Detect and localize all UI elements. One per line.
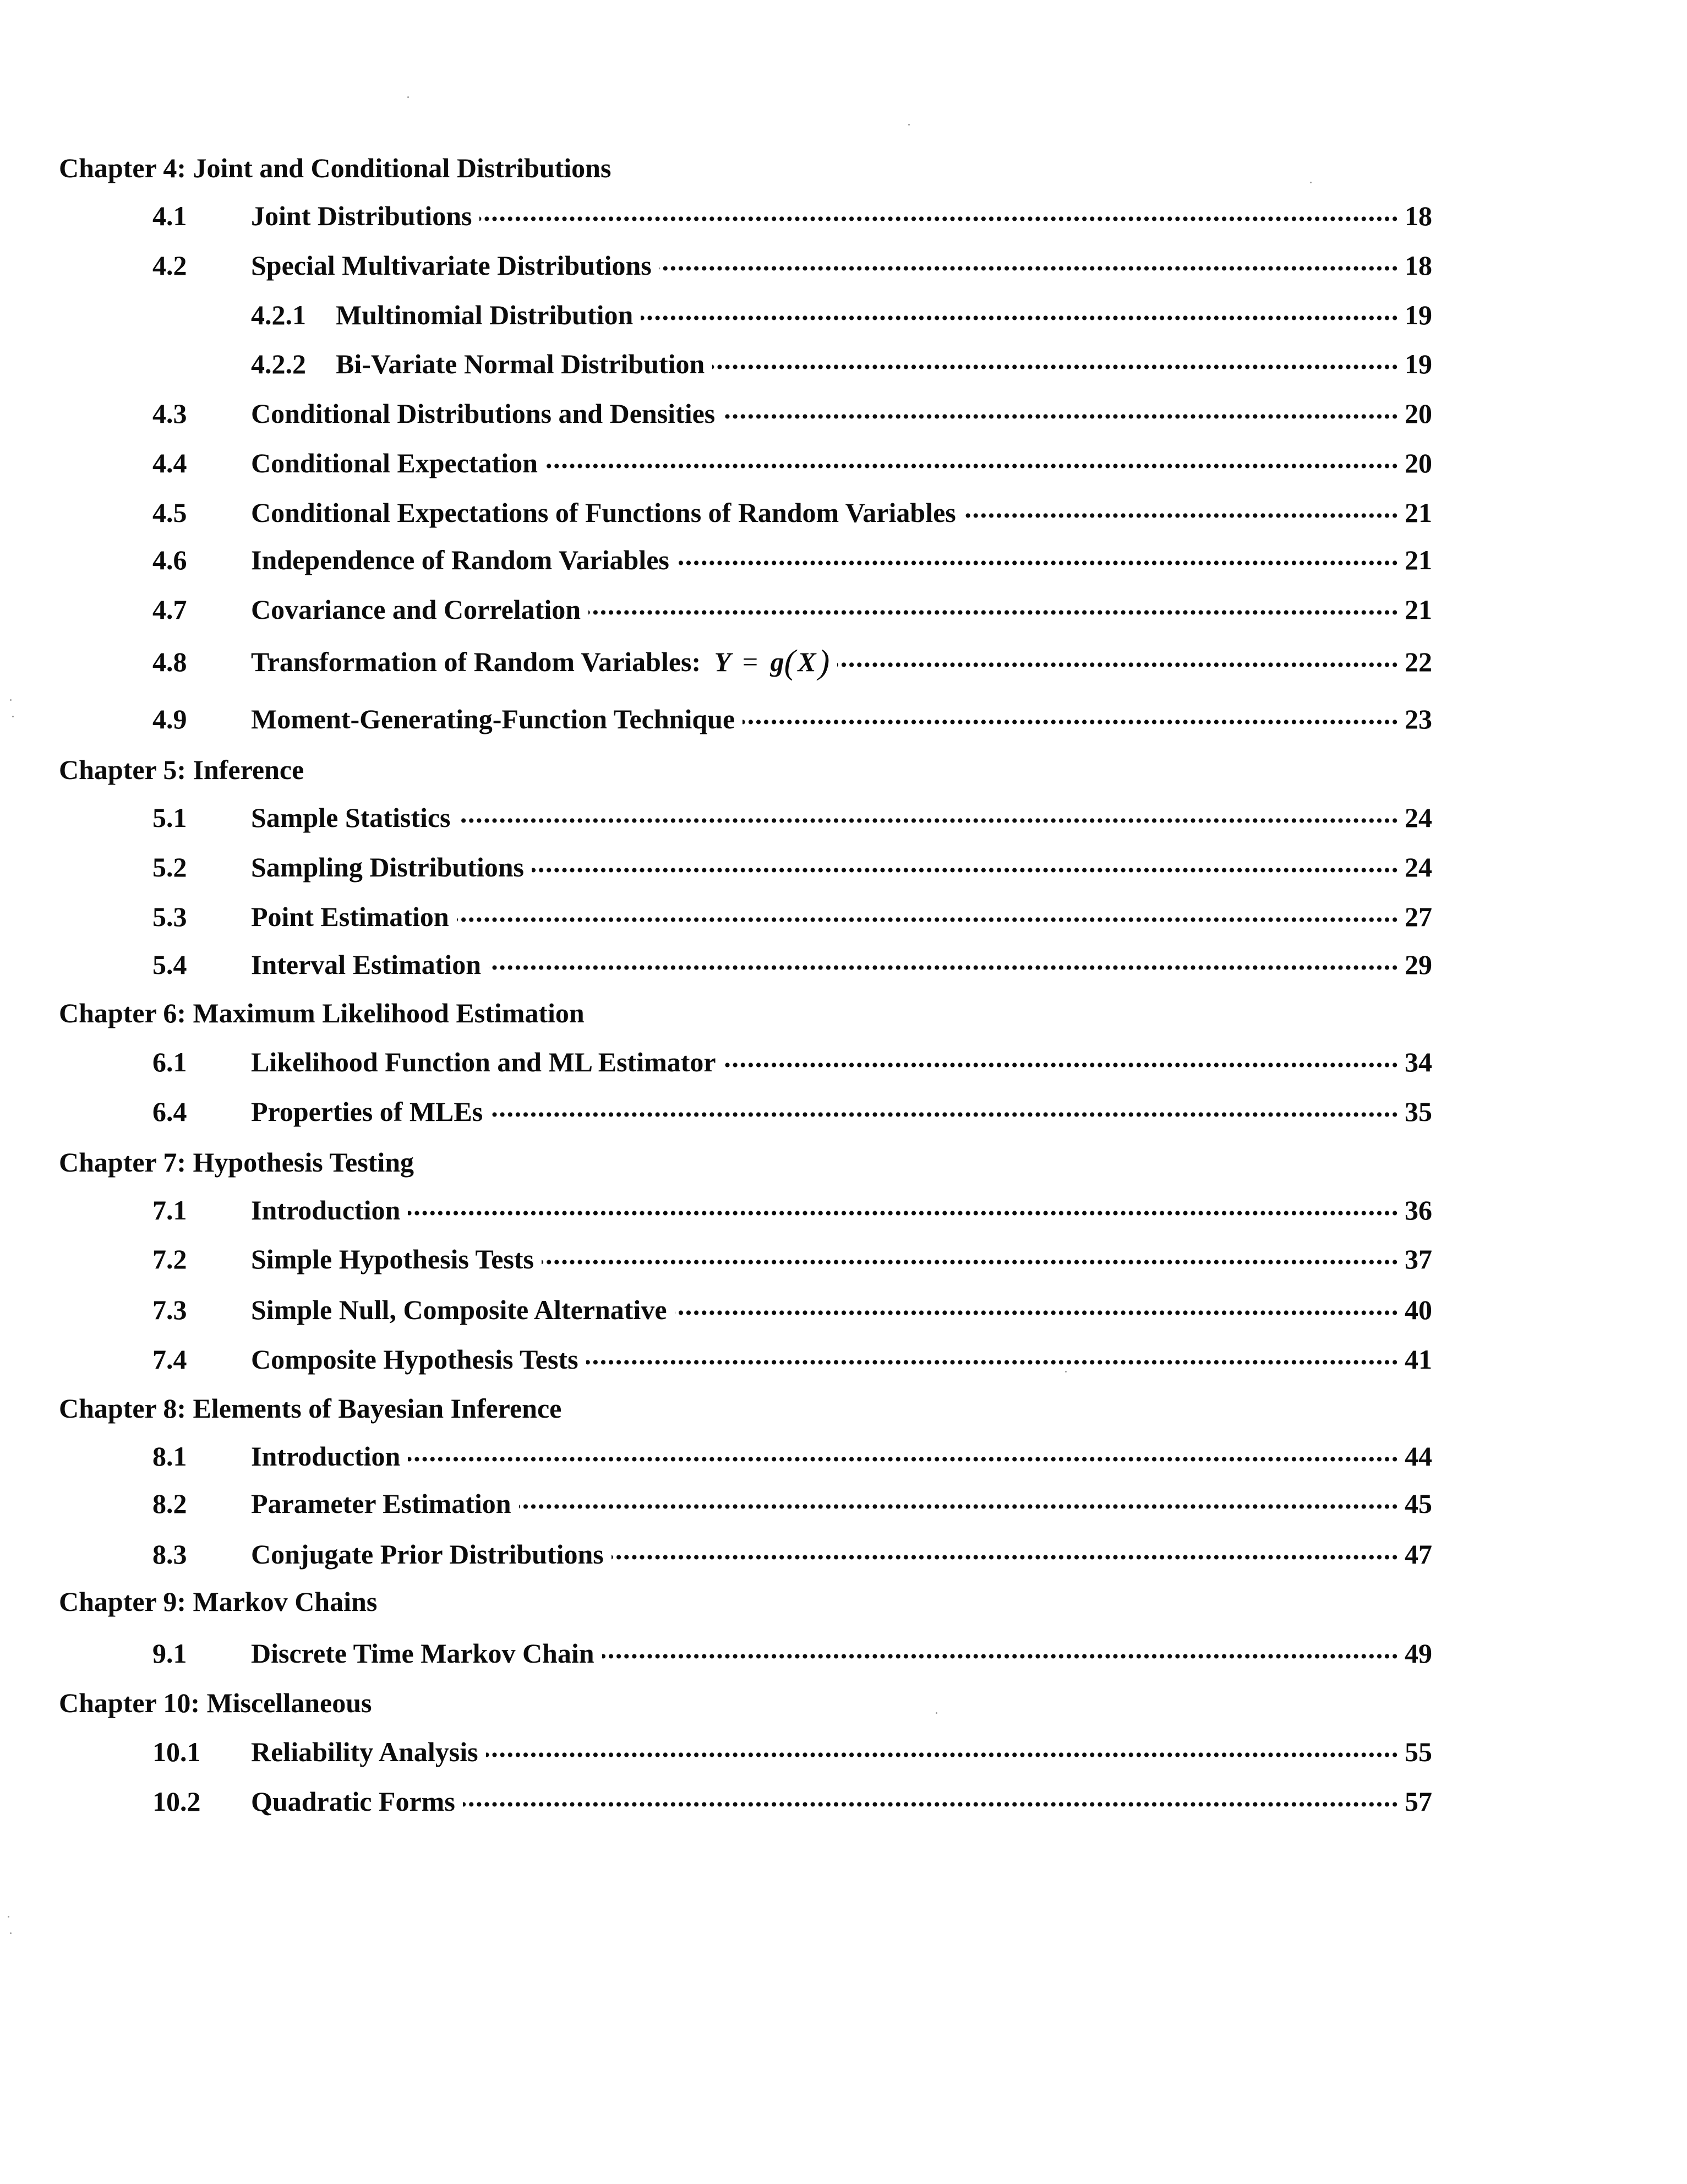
toc-entry[interactable] (0, 1048, 1687, 1087)
toc-entry[interactable] (0, 499, 1687, 537)
toc-entry[interactable] (0, 1098, 1687, 1136)
page-number[interactable]: 22 (1405, 646, 1432, 677)
section-number: 4.1 (152, 200, 187, 231)
toc-entry[interactable] (0, 951, 1687, 989)
page-number[interactable]: 21 (1405, 594, 1432, 625)
page-number[interactable]: 20 (1405, 398, 1432, 429)
chapter-heading (0, 756, 1687, 794)
section-title[interactable]: Parameter Estimation (251, 1488, 511, 1519)
dot-leader (545, 445, 1399, 472)
scan-speck (10, 1932, 12, 1934)
section-number: 5.2 (152, 852, 187, 883)
page-number[interactable]: 36 (1405, 1195, 1432, 1226)
section-number: 8.3 (152, 1539, 187, 1570)
section-number: 7.3 (152, 1294, 187, 1325)
chapter-heading (0, 1148, 1687, 1187)
section-number: 4.2 (152, 250, 187, 281)
dot-leader (675, 1292, 1399, 1319)
section-title[interactable]: Discrete Time Markov Chain (251, 1638, 594, 1669)
page-number[interactable]: 20 (1405, 448, 1432, 478)
section-number: 9.1 (152, 1638, 187, 1669)
section-number: 6.4 (152, 1096, 187, 1127)
dot-leader (489, 946, 1399, 974)
page-number[interactable]: 47 (1405, 1539, 1432, 1570)
page-number[interactable]: 35 (1405, 1096, 1432, 1127)
page-number[interactable]: 18 (1405, 250, 1432, 281)
dot-leader (602, 1635, 1399, 1663)
section-title-text: Transformation of Random Variables: (251, 646, 701, 677)
toc-entry[interactable] (0, 1196, 1687, 1235)
section-number: 4.9 (152, 704, 187, 734)
chapter-heading (0, 1395, 1687, 1433)
section-title[interactable]: Conditional Expectation (251, 448, 538, 478)
dot-leader (408, 1438, 1399, 1466)
section-title[interactable]: Introduction (251, 1441, 401, 1472)
chapter-heading (0, 1689, 1687, 1728)
section-title[interactable] (251, 644, 837, 681)
page-number[interactable]: 41 (1405, 1344, 1432, 1375)
section-title[interactable]: Conditional Expectations of Functions of Random Variables (251, 497, 956, 528)
chapter-title: Chapter 7: Hypothesis Testing (59, 1147, 414, 1178)
section-number: 8.1 (152, 1441, 187, 1472)
chapter-title: Chapter 10: Miscellaneous (59, 1687, 372, 1718)
dot-leader (712, 346, 1399, 373)
toc-entry[interactable] (0, 705, 1687, 744)
section-number: 7.4 (152, 1344, 187, 1375)
chapter-heading (0, 999, 1687, 1038)
section-number: 7.2 (152, 1244, 187, 1275)
page-number[interactable]: 24 (1405, 852, 1432, 883)
dot-leader (479, 198, 1399, 225)
toc-entry[interactable] (0, 1540, 1687, 1579)
section-title[interactable]: Quadratic Forms (251, 1786, 455, 1817)
dot-leader (659, 247, 1399, 275)
dot-leader (724, 1044, 1399, 1071)
scan-speck (908, 124, 910, 126)
formula-arg: X (798, 646, 816, 677)
dot-leader (463, 1783, 1399, 1811)
formula-equals: = (742, 646, 758, 677)
dot-leader (588, 591, 1399, 619)
toc-entry[interactable] (0, 644, 1687, 687)
dot-leader (677, 542, 1399, 569)
section-number: 10.1 (152, 1736, 201, 1767)
section-number: 5.3 (152, 901, 187, 932)
page-number[interactable]: 49 (1405, 1638, 1432, 1669)
section-number: 6.1 (152, 1047, 187, 1077)
formula-lhs: Y (714, 646, 730, 677)
section-title[interactable]: Special Multivariate Distributions (251, 250, 652, 281)
toc-entry[interactable] (0, 1346, 1687, 1384)
section-title[interactable]: Likelihood Function and ML Estimator (251, 1047, 716, 1077)
section-number: 4.8 (152, 646, 187, 677)
section-title[interactable]: Joint Distributions (251, 200, 472, 231)
section-number: 4.2.2 (251, 348, 306, 379)
scan-speck (8, 1916, 9, 1918)
toc-subentry[interactable] (0, 301, 1687, 340)
formula (714, 644, 830, 681)
section-title[interactable]: Introduction (251, 1195, 401, 1226)
page-number[interactable]: 21 (1405, 497, 1432, 528)
page-number[interactable]: 19 (1405, 348, 1432, 379)
dot-leader (486, 1734, 1399, 1761)
page-number[interactable]: 44 (1405, 1441, 1432, 1472)
chapter-heading (0, 154, 1687, 193)
toc-entry[interactable] (0, 1490, 1687, 1528)
toc-entry[interactable] (0, 804, 1687, 842)
section-number: 4.7 (152, 594, 187, 625)
section-title[interactable]: Independence of Random Variables (251, 544, 669, 575)
dot-leader (458, 799, 1400, 827)
toc-entry[interactable] (0, 449, 1687, 488)
section-number: 4.6 (152, 544, 187, 575)
toc-entry[interactable] (0, 1640, 1687, 1678)
toc-entry[interactable] (0, 903, 1687, 941)
toc-subentry[interactable] (0, 350, 1687, 389)
formula-close-paren: ) (818, 644, 830, 681)
section-number: 7.1 (152, 1195, 187, 1226)
toc-entry[interactable] (0, 596, 1687, 634)
formula-function: g (770, 646, 784, 677)
chapter-title: Chapter 4: Joint and Conditional Distributions (59, 153, 612, 183)
scan-speck (407, 96, 409, 98)
dot-leader (641, 297, 1399, 324)
toc-entry[interactable] (0, 202, 1687, 241)
section-title[interactable]: Interval Estimation (251, 949, 482, 980)
section-number: 4.4 (152, 448, 187, 478)
section-title[interactable]: Point Estimation (251, 901, 449, 932)
dot-leader (490, 1093, 1399, 1121)
section-title[interactable]: Moment-Generating-Function Technique (251, 704, 735, 734)
section-number: 4.5 (152, 497, 187, 528)
toc-entry[interactable] (0, 1245, 1687, 1284)
formula-open-paren: ( (784, 644, 796, 681)
dot-leader (586, 1341, 1399, 1369)
page-number[interactable]: 18 (1405, 200, 1432, 231)
toc-entry[interactable] (0, 853, 1687, 892)
section-title[interactable]: Bi-Variate Normal Distribution (336, 348, 705, 379)
section-number: 8.2 (152, 1488, 187, 1519)
dot-leader (457, 898, 1399, 926)
section-title[interactable]: Covariance and Correlation (251, 594, 581, 625)
chapter-title: Chapter 9: Markov Chains (59, 1586, 378, 1617)
toc-entry[interactable] (0, 252, 1687, 290)
dot-leader (408, 1192, 1399, 1219)
scan-speck (936, 1712, 937, 1714)
dot-leader (542, 1241, 1399, 1268)
section-title[interactable]: Sampling Distributions (251, 852, 524, 883)
section-title[interactable]: Sample Statistics (251, 802, 451, 833)
dot-leader (837, 644, 1399, 671)
section-number: 5.4 (152, 949, 187, 980)
dot-leader (743, 701, 1399, 728)
chapter-heading (0, 1588, 1687, 1626)
dot-leader (964, 494, 1399, 522)
chapter-title: Chapter 8: Elements of Bayesian Inference (59, 1393, 562, 1424)
page-number[interactable]: 29 (1405, 949, 1432, 980)
toc-entry[interactable] (0, 400, 1687, 438)
scan-speck (12, 716, 14, 717)
section-number: 4.2.1 (251, 299, 306, 330)
section-title[interactable]: Reliability Analysis (251, 1736, 478, 1767)
section-number: 10.2 (152, 1786, 201, 1817)
dot-leader (612, 1536, 1399, 1564)
scan-speck (1310, 182, 1312, 183)
page-number[interactable]: 23 (1405, 704, 1432, 734)
page-number[interactable]: 34 (1405, 1047, 1432, 1077)
section-title[interactable]: Conditional Distributions and Densities (251, 398, 716, 429)
toc-entry[interactable] (0, 546, 1687, 585)
page-number[interactable]: 37 (1405, 1244, 1432, 1275)
scan-speck (1065, 1371, 1067, 1373)
page-number[interactable]: 21 (1405, 544, 1432, 575)
page-number[interactable]: 19 (1405, 299, 1432, 330)
section-title[interactable]: Simple Null, Composite Alternative (251, 1294, 667, 1325)
section-title[interactable]: Simple Hypothesis Tests (251, 1244, 534, 1275)
dot-leader (723, 395, 1399, 423)
section-number: 4.3 (152, 398, 187, 429)
page-number[interactable]: 57 (1405, 1786, 1432, 1817)
toc-entry[interactable] (0, 1788, 1687, 1826)
page-number[interactable]: 45 (1405, 1488, 1432, 1519)
section-title[interactable]: Properties of MLEs (251, 1096, 483, 1127)
section-title[interactable]: Composite Hypothesis Tests (251, 1344, 578, 1375)
section-title[interactable]: Conjugate Prior Distributions (251, 1539, 604, 1570)
toc-entry[interactable] (0, 1296, 1687, 1335)
chapter-title: Chapter 5: Inference (59, 754, 304, 785)
page-number[interactable]: 55 (1405, 1736, 1432, 1767)
toc-entry[interactable] (0, 1738, 1687, 1777)
page-number[interactable]: 40 (1405, 1294, 1432, 1325)
page-number[interactable]: 27 (1405, 901, 1432, 932)
chapter-title: Chapter 6: Maximum Likelihood Estimation (59, 998, 585, 1028)
section-number: 5.1 (152, 802, 187, 833)
dot-leader (519, 1485, 1399, 1513)
section-title[interactable]: Multinomial Distribution (336, 299, 634, 330)
dot-leader (532, 849, 1399, 876)
page-number[interactable]: 24 (1405, 802, 1432, 833)
scan-speck (10, 699, 12, 701)
toc-entry[interactable] (0, 1442, 1687, 1481)
